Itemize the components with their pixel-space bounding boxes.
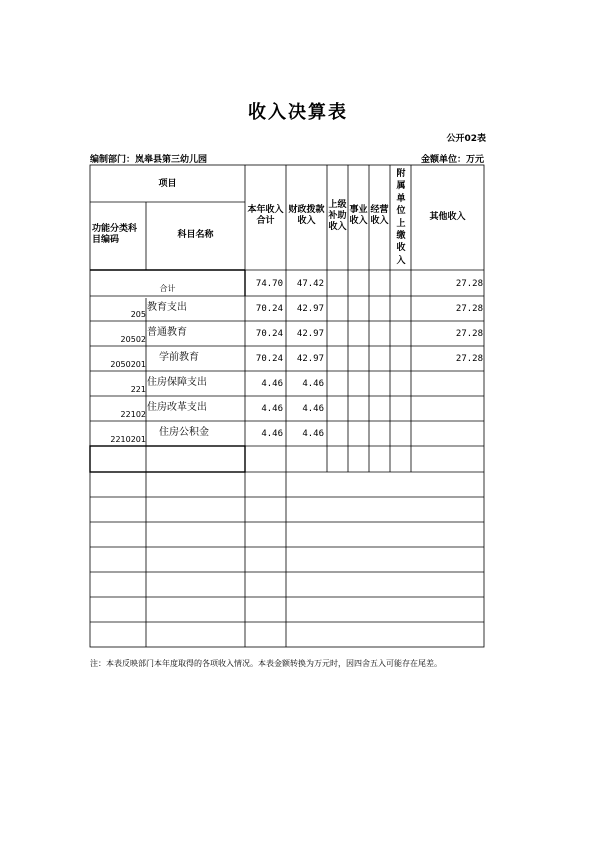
amount-unit-label: 金额单位：万元 bbox=[420, 155, 484, 165]
row-code: 205 bbox=[130, 310, 146, 319]
total-row-other: 27.28 bbox=[455, 279, 483, 289]
row-other: 27.28 bbox=[455, 304, 483, 314]
row-code: 221 bbox=[130, 385, 146, 394]
row-fiscal: 4.46 bbox=[302, 429, 324, 439]
row-other: 27.28 bbox=[455, 329, 483, 339]
total-row-label: 合计 bbox=[159, 284, 176, 293]
header-upper-subsidy: 上级补助收入 bbox=[328, 200, 347, 232]
row-total: 70.24 bbox=[255, 304, 283, 314]
row-fiscal: 42.97 bbox=[296, 354, 324, 364]
row-code: 20502 bbox=[120, 335, 146, 344]
form-number: 公开02表 bbox=[446, 134, 486, 144]
header-function-code: 功能分类科目编码 bbox=[92, 224, 138, 245]
total-row-fiscal: 47.42 bbox=[296, 279, 324, 289]
total-row-total: 74.70 bbox=[255, 279, 283, 289]
row-total: 70.24 bbox=[255, 354, 283, 364]
header-fiscal-income: 财政拨款收入 bbox=[288, 205, 325, 226]
header-subject-name: 科目名称 bbox=[177, 230, 214, 240]
row-name: 住房公积金 bbox=[159, 427, 209, 438]
header-other-income: 其他收入 bbox=[429, 212, 466, 222]
department-label: 编制部门：岚皋县第三幼儿园 bbox=[90, 155, 208, 165]
header-project: 项目 bbox=[158, 179, 177, 189]
row-fiscal: 4.46 bbox=[302, 379, 324, 389]
row-code: 2210201 bbox=[110, 435, 146, 444]
row-name: 学前教育 bbox=[159, 352, 199, 363]
row-total: 70.24 bbox=[255, 329, 283, 339]
row-name: 住房改革支出 bbox=[147, 402, 207, 413]
row-fiscal: 4.46 bbox=[302, 404, 324, 414]
row-other: 27.28 bbox=[455, 354, 483, 364]
row-total: 4.46 bbox=[261, 429, 283, 439]
header-operating-income: 经营收入 bbox=[370, 205, 389, 226]
header-affiliated-income: 附属单位上缴收入 bbox=[396, 169, 406, 266]
header-business-income: 事业收入 bbox=[349, 205, 368, 226]
row-name: 教育支出 bbox=[147, 302, 187, 313]
row-name: 普通教育 bbox=[147, 327, 187, 338]
row-name: 住房保障支出 bbox=[147, 377, 207, 388]
row-code: 22102 bbox=[120, 410, 146, 419]
row-fiscal: 42.97 bbox=[296, 304, 324, 314]
row-code: 2050201 bbox=[110, 360, 146, 369]
row-total: 4.46 bbox=[261, 379, 283, 389]
row-fiscal: 42.97 bbox=[296, 329, 324, 339]
page-title: 收入决算表 bbox=[248, 102, 348, 123]
footnote: 注：本表反映部门本年度取得的各项收入情况。本表金额转换为万元时，因四舍五入可能存在尾差。 bbox=[90, 659, 442, 668]
header-total-income: 本年收入合计 bbox=[247, 205, 284, 226]
row-total: 4.46 bbox=[261, 404, 283, 414]
